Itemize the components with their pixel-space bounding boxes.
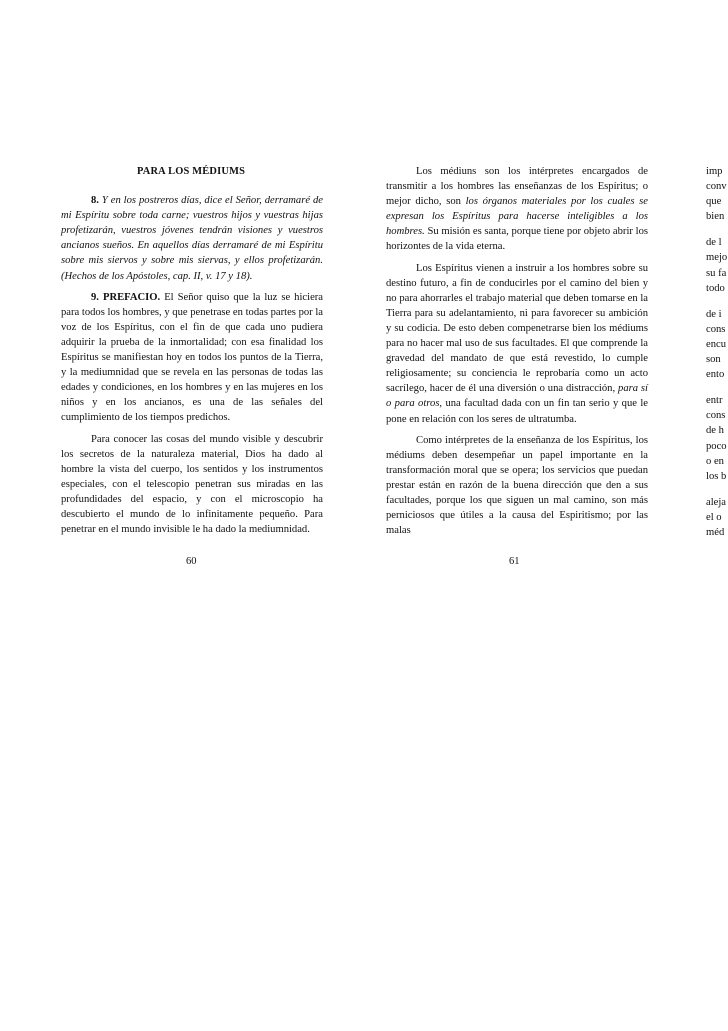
fragment-line: entr <box>706 395 723 407</box>
fragment-line: son <box>706 354 721 366</box>
fragment-line: aleja <box>706 496 726 508</box>
paragraph-2 <box>386 261 648 427</box>
paragraph-9 <box>61 290 323 426</box>
fragment-line: encu <box>706 338 726 350</box>
fragment-line: que <box>706 196 722 208</box>
paragraph-8 <box>61 193 323 284</box>
paragraph-10: Para conocer las cosas del mundo visible y descubrir los secretos de la naturaleza material, Dios ha dado al hombre la vista del cuerpo, los sentidos y los instrumentos especiales, con el telescopio penetran sus miradas en las profundidades del espacio, y con el microscopio ha descubierto el mundo de lo infinitamente pequeño. Para penetrar en el mundo invisible le ha dado la mediumnidad. <box>61 433 323 536</box>
fragment-line: de h <box>706 425 724 437</box>
paragraph-2-text-a: Los Espíritus vienen a instruir a los hombres sobre su destino futuro, a fin de conducirles por el camino del bien y no para ahorrarles el trabajo material que deben tomarse en la Tierra para su adelantamiento, ni para favorecer su ambición y su codicia. De esto deben compenetrarse bien los médiums para no hacer mal uso de sus facultades. El que comprende la gravedad del mandato de que está revestido, lo cumple religiosamente; su conciencia le reprobaría como un acto sacrílego, hacer de él una diversión o una distracción, <box>386 262 648 395</box>
fragment-line: cons <box>706 323 726 335</box>
fragment-line: de l <box>706 237 722 249</box>
fragment-line: poco <box>706 440 727 452</box>
paragraph-2-text-b: una facultad dada con un fin tan serio y que le pone en relación con los seres de ultratumba. <box>386 398 648 425</box>
paragraph-3: Como intérpretes de la enseñanza de los Espíritus, los médiums deben desempeñar un papel importante en la transformación moral que se opera; los servicios que puedan prestar están en razón de la buena dirección que den a sus facultades, porque los que siguen un mal camino, son más perniciosos que útiles a la causa del Espiritismo; por las malas <box>386 434 648 537</box>
fragment-line: o en <box>706 455 724 467</box>
fragment-line: los b <box>706 470 727 482</box>
section-heading: PARA LOS MÉDIUMS <box>137 166 246 177</box>
paragraph-1-text-b: Su misión es santa, porque tiene por objeto abrir los horizontes de la vida eterna. <box>386 226 648 253</box>
fragment-line: mejo <box>706 252 728 264</box>
paragraph-2-emphasis: para sí o para otros, <box>386 383 648 410</box>
third-page-fragment <box>706 164 728 540</box>
paragraph-1 <box>386 164 648 255</box>
fragment-line: todo <box>706 282 725 294</box>
paragraph-9-text: El Señor quiso que la luz se hiciera para todos los hombres, y que penetrase en todas partes por la voz de los Espíritus, con el fin de que cada uno pudiera adquirir la prueba de la inmortalidad; con esa finalidad los Espíritus se manifiestan hoy en todos los puntos de la Tierra, y la mediumnidad que se revela en las personas de todas las edades y condiciones, en los hombres y en las mujeres en los niños y en los ancianos, es una de las señales del cumplimiento de los tiempos predichos. <box>61 291 323 424</box>
paragraph-8-text: Y en los postreros días, dice el Señor, derramaré de mi Espíritu sobre toda carne; vuestros hijos y vuestras hijas profetizarán, vuestros jóvenes tendrán visiones y vuestros ancianos sueños. En aquellos días derramaré de mi Espíritu sobre mis siervos y sobre mis siervas, y ellos profetizarán. (Hechos de los Apóstoles, cap. II, v. 17 y 18). <box>61 195 323 282</box>
paragraph-number: 9. PREFACIO. <box>91 291 161 303</box>
right-page-text <box>386 164 648 538</box>
fragment-line: de i <box>706 308 722 320</box>
fragment-line: bien <box>706 211 725 223</box>
fragment-line: ento <box>706 369 725 381</box>
left-page-text <box>61 164 323 537</box>
page-number-right: 61 <box>509 556 520 567</box>
fragment-line: cons <box>706 410 726 422</box>
paragraph-number: 8. <box>91 195 99 207</box>
fragment-line: conv <box>706 181 727 193</box>
paragraph-1-emphasis: los órganos materiales por los cuales se expresan los Espíritus para hacerse inteligibles a los hombres. <box>386 196 648 238</box>
page-number-left: 60 <box>186 556 197 567</box>
fragment-line: el o <box>706 511 722 523</box>
fragment-line: imp <box>706 166 723 177</box>
paragraph-1-text-a: Los médiuns son los intérpretes encargados de transmitir a los hombres las enseñanzas de los Espíritus; o mejor dicho, son <box>386 166 648 208</box>
fragment-line: su fa <box>706 267 727 279</box>
fragment-line: méd <box>706 526 725 538</box>
